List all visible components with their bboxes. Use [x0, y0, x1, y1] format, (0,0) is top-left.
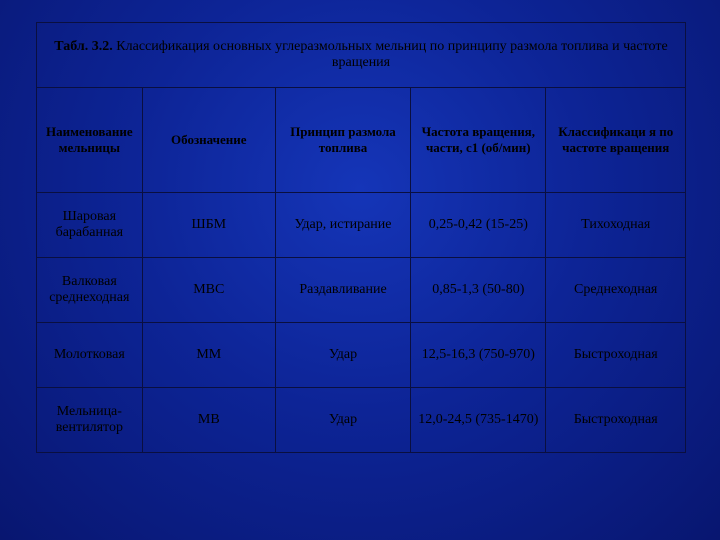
table-number: Табл. 3.2.	[54, 39, 113, 54]
class-cell: Тихоходная	[546, 193, 686, 258]
table-row	[37, 193, 686, 258]
classification-table	[36, 22, 686, 453]
table-title-text: Классификация основных углеразмольных мельниц по принципу размола топлива и частоте вращения	[116, 39, 668, 70]
designation-cell: МВ	[142, 388, 275, 453]
mill-name-cell: Валковая среднеходная	[37, 258, 143, 323]
table-row	[37, 258, 686, 323]
mill-name-cell: Молотковая	[37, 323, 143, 388]
table-title	[37, 23, 686, 88]
header-cell: Наименование мельницы	[37, 88, 143, 193]
header-row	[37, 88, 686, 193]
class-cell: Среднеходная	[546, 258, 686, 323]
mill-name-cell: Шаровая барабанная	[37, 193, 143, 258]
header-cell: Частота вращения, части, с1 (об/мин)	[411, 88, 546, 193]
principle-cell: Удар, истирание	[275, 193, 410, 258]
mill-name-cell: Мельница-вентилятор	[37, 388, 143, 453]
designation-cell: МВС	[142, 258, 275, 323]
designation-cell: ШБМ	[142, 193, 275, 258]
header-cell: Обозначение	[142, 88, 275, 193]
frequency-cell: 12,5-16,3 (750-970)	[411, 323, 546, 388]
header-cell: Классификаци я по частоте вращения	[546, 88, 686, 193]
designation-cell: ММ	[142, 323, 275, 388]
frequency-cell: 0,25-0,42 (15-25)	[411, 193, 546, 258]
frequency-cell: 12,0-24,5 (735-1470)	[411, 388, 546, 453]
class-cell: Быстроходная	[546, 388, 686, 453]
class-cell: Быстроходная	[546, 323, 686, 388]
header-cell: Принцип размола топлива	[275, 88, 410, 193]
frequency-cell: 0,85-1,3 (50-80)	[411, 258, 546, 323]
table-row	[37, 323, 686, 388]
principle-cell: Удар	[275, 388, 410, 453]
table-row	[37, 388, 686, 453]
principle-cell: Раздавливание	[275, 258, 410, 323]
principle-cell: Удар	[275, 323, 410, 388]
